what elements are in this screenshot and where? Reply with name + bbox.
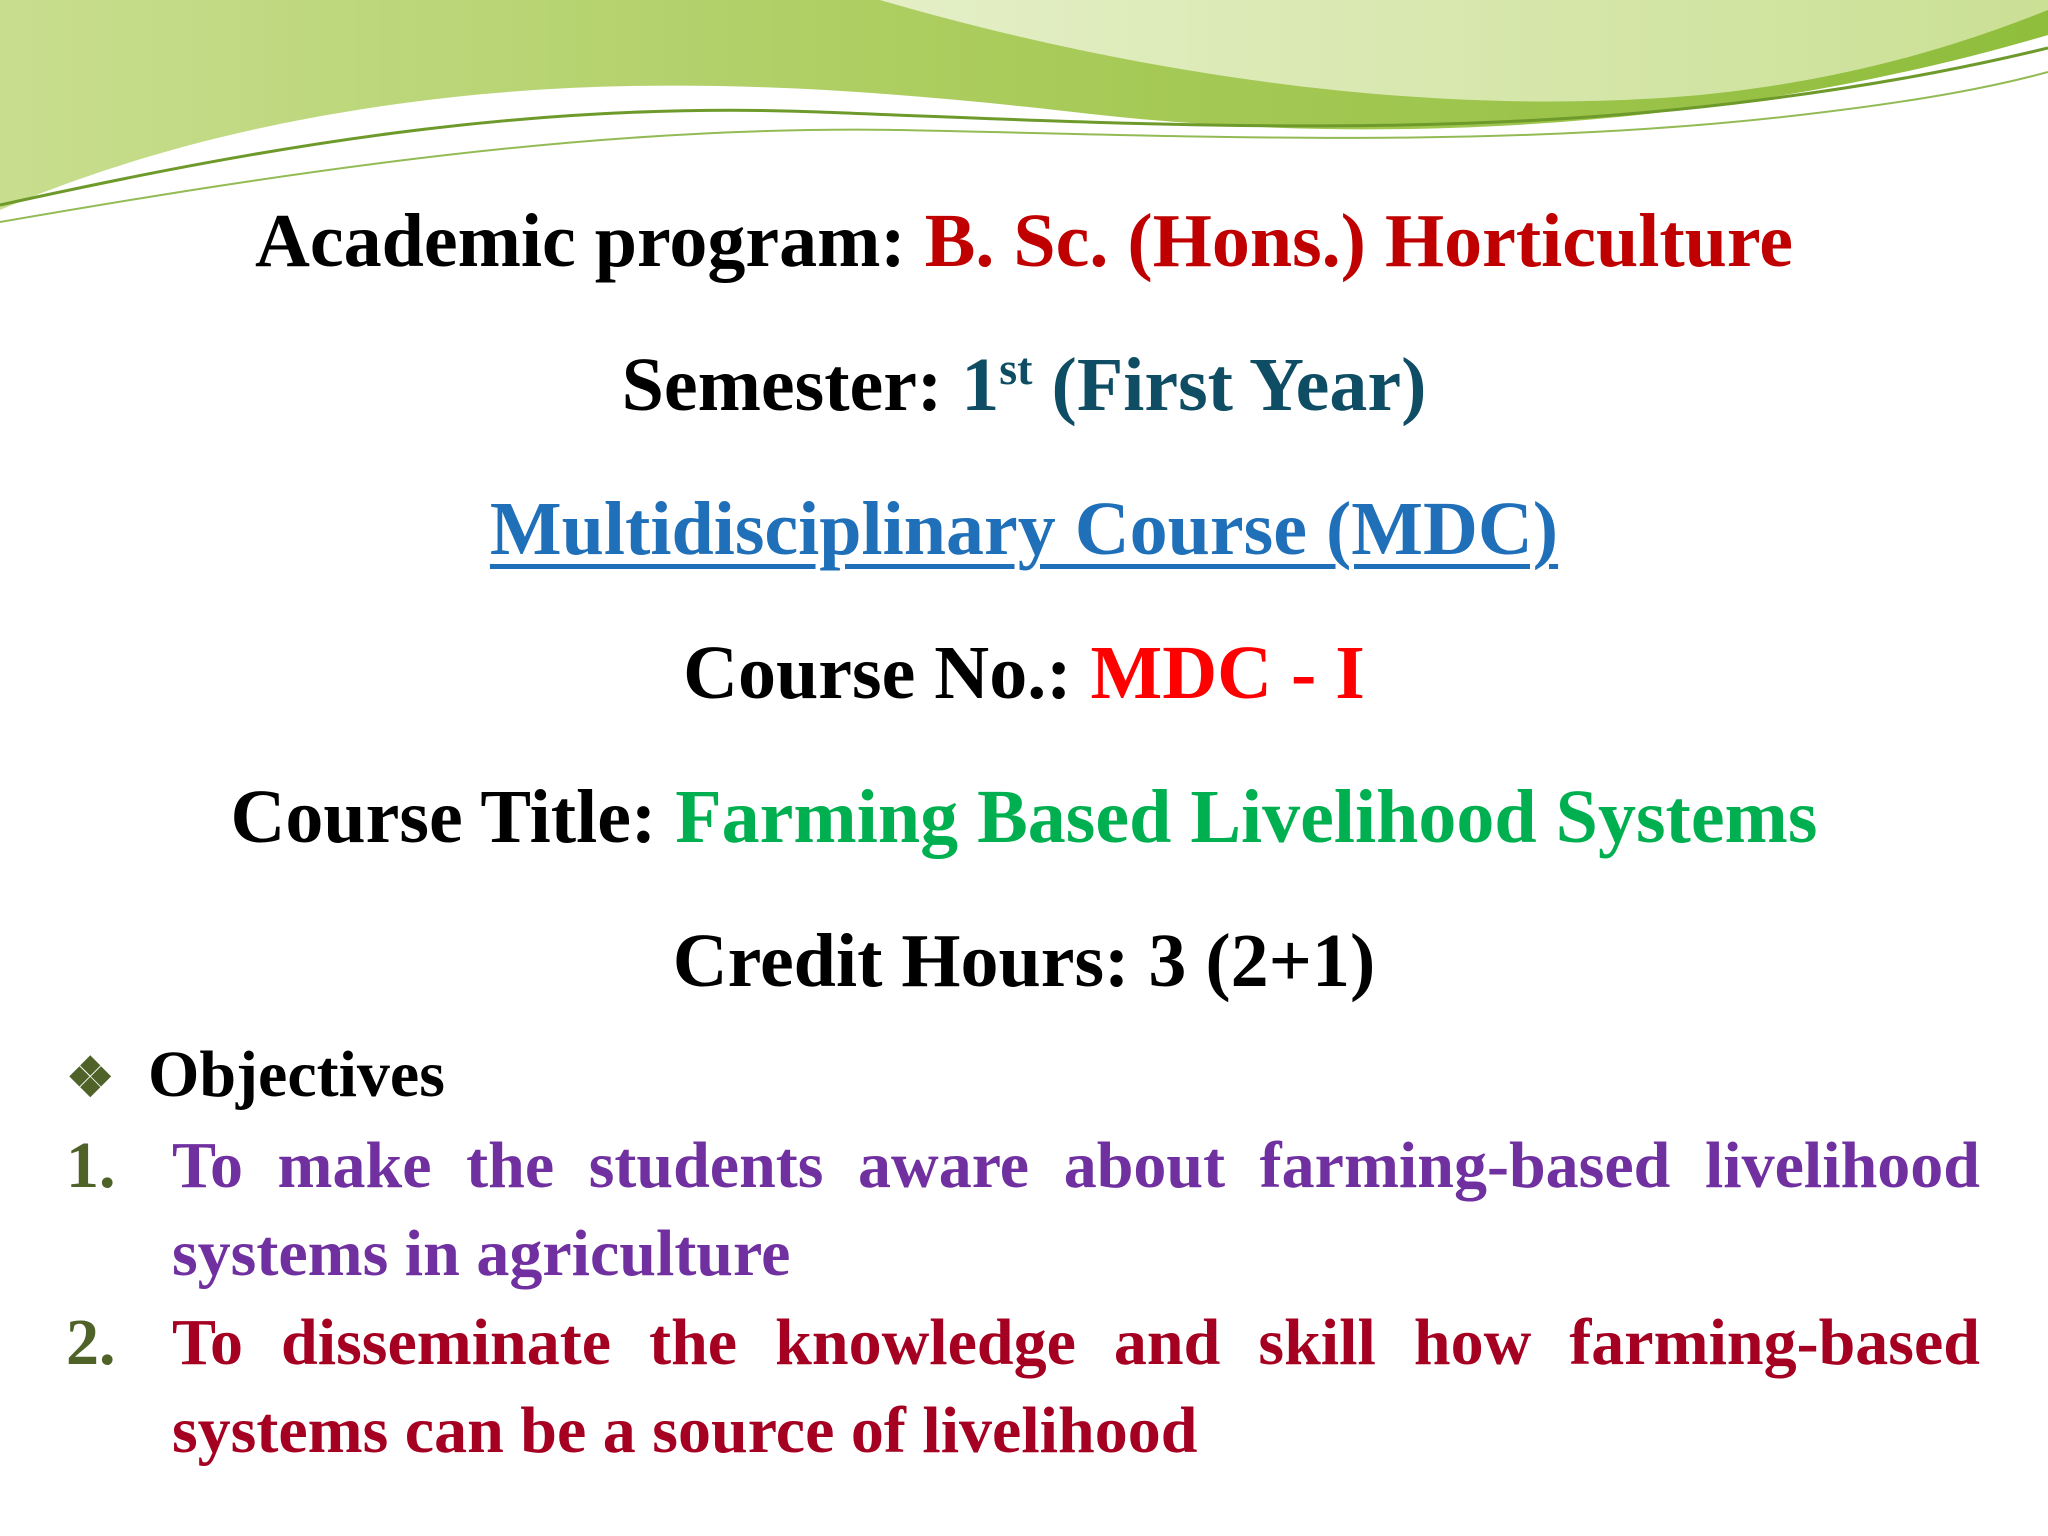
objective-item [66,1299,1980,1475]
objectives-heading: Objectives [148,1038,445,1111]
objective-text: To make the students aware about farming-based livelihood systems in agriculture [172,1129,1980,1290]
program-label: Academic program: [254,199,925,283]
objectives-heading-row [66,1035,445,1114]
semester-line [0,340,2048,431]
objective-text: To disseminate the knowledge and skill how farming-based systems can be a source of livelihood [172,1306,1980,1467]
semester-suffix: st [999,343,1033,394]
semester-rest: (First Year) [1032,343,1427,427]
course-title-value: Farming Based Livelihood Systems [675,775,1818,859]
course-category-line [0,484,2048,575]
objective-item [66,1122,1980,1298]
course-title-label: Course Title: [230,775,676,859]
program-value: B. Sc. (Hons.) Horticulture [924,199,1794,283]
course-title-line [0,772,2048,863]
diamond-bullet-icon: ❖ [66,1048,115,1108]
academic-program-line [0,196,2048,287]
course-no-label: Course No.: [683,631,1091,715]
course-no-value: MDC - I [1090,631,1365,715]
objectives-list [66,1122,1980,1476]
semester-label: Semester: [621,343,962,427]
course-number-line [0,628,2048,719]
credit-hours: Credit Hours: 3 (2+1) [672,919,1376,1003]
objective-number: 2. [66,1306,116,1379]
objective-number: 1. [66,1129,116,1202]
course-category: Multidisciplinary Course (MDC) [489,487,1559,571]
semester-number: 1 [961,343,1000,427]
